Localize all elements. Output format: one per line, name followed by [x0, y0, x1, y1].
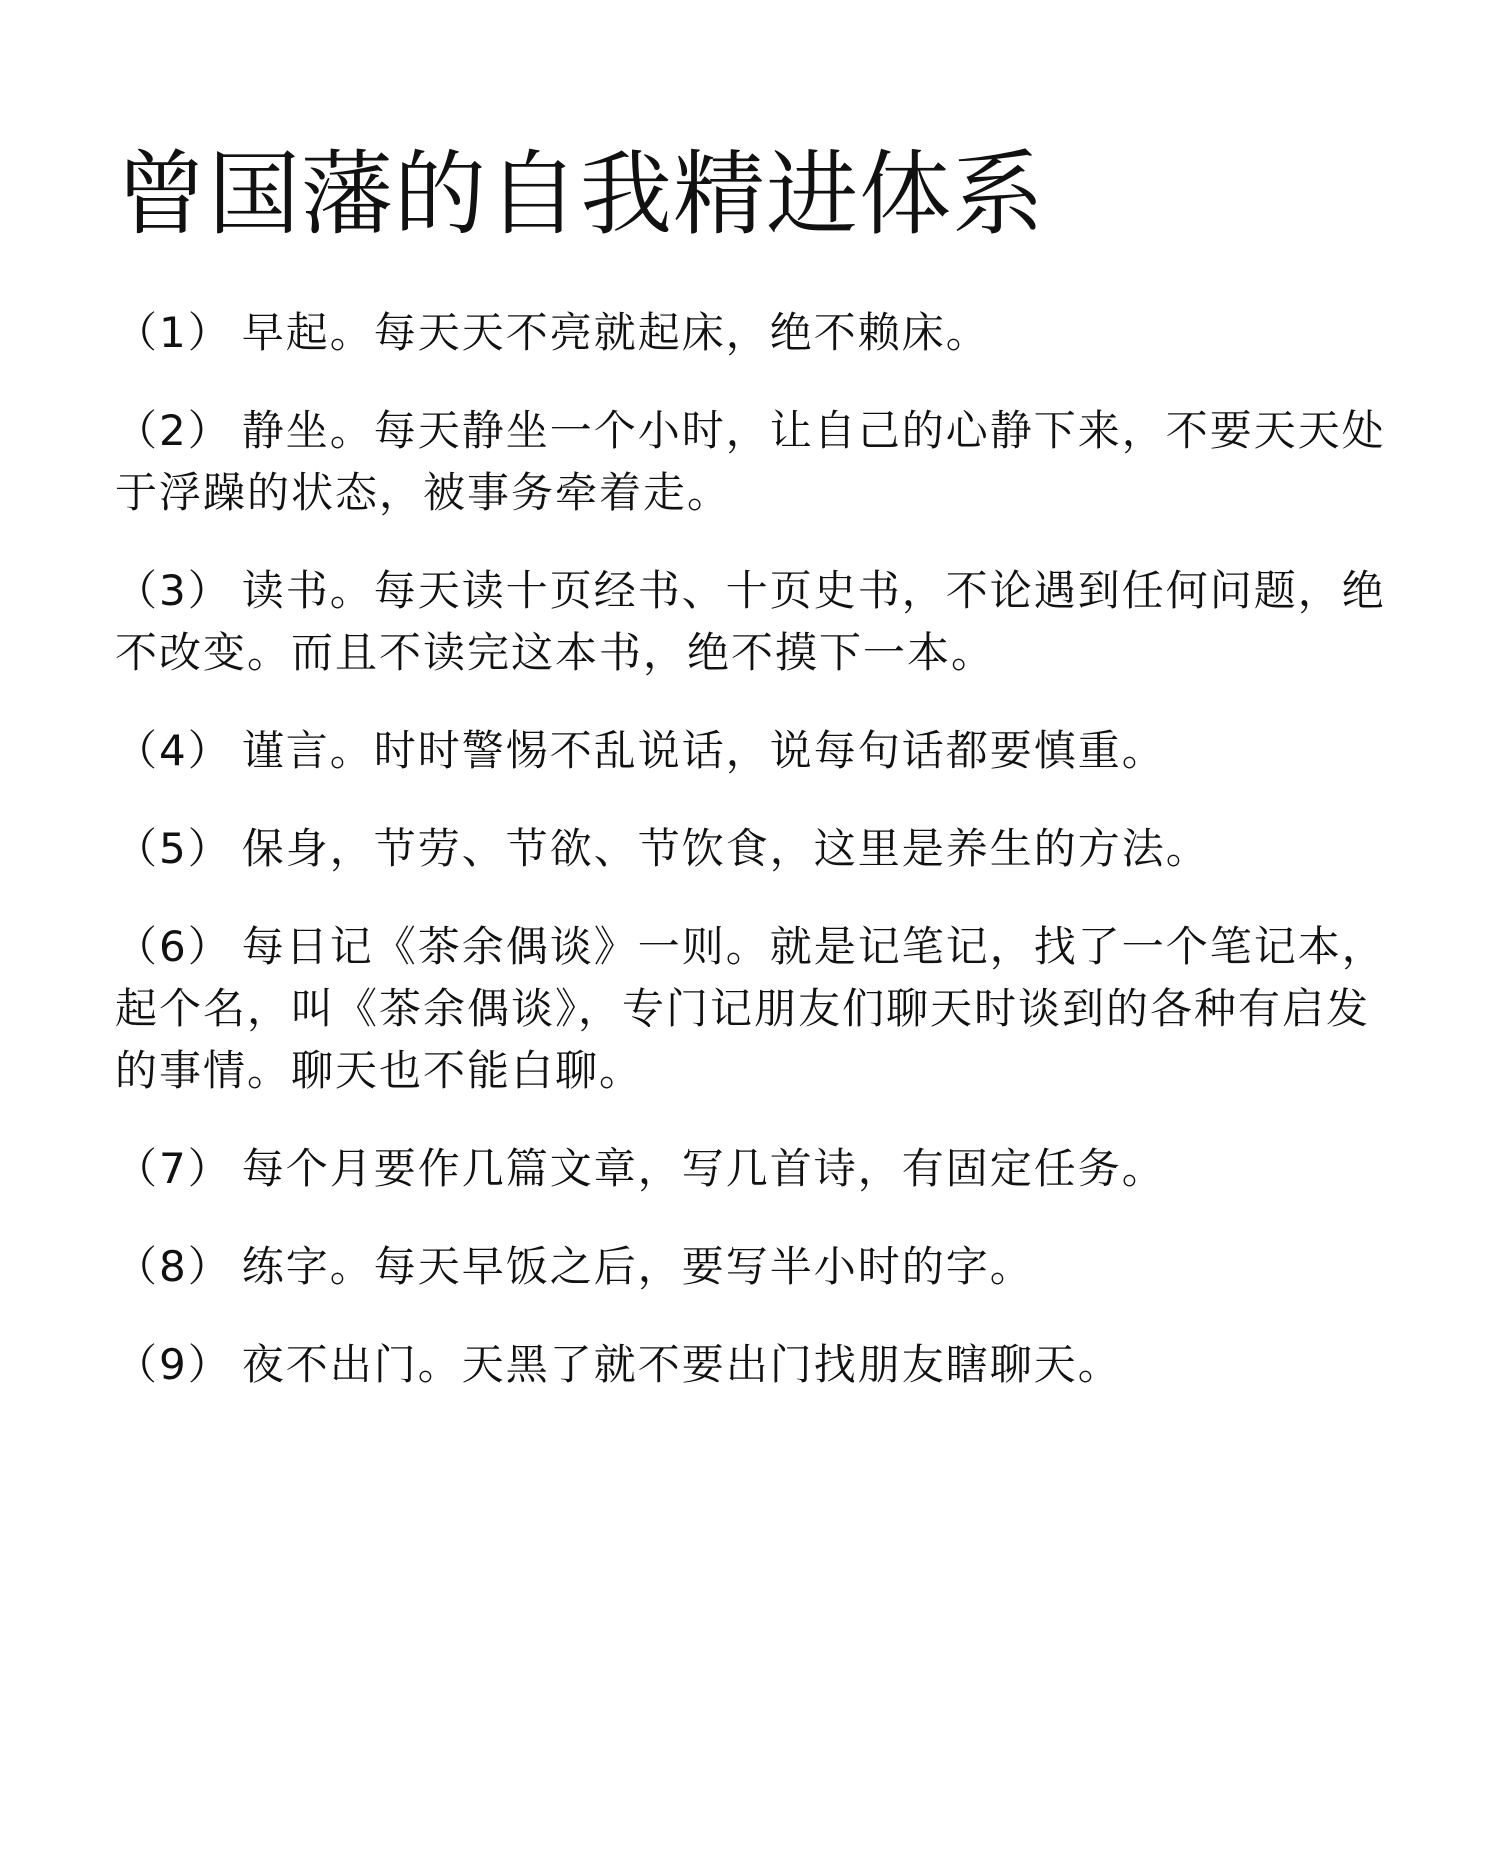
list-item-2 — [115, 400, 1395, 524]
list-item-1 — [115, 302, 1395, 364]
item-text: 读书。每天读十页经书、十页史书，不论遇到任何问题，绝不改变。而且不读完这本书，绝不摸下一本。 — [115, 566, 1386, 677]
list-item-8 — [115, 1236, 1395, 1298]
list-item-9 — [115, 1334, 1395, 1396]
item-number: （6） — [115, 922, 232, 971]
item-number: （2） — [115, 406, 232, 455]
item-text: 练字。每天早饭之后，要写半小时的字。 — [241, 1242, 1034, 1291]
rule-list — [115, 302, 1395, 1396]
item-text: 保身，节劳、节欲、节饮食，这里是养生的方法。 — [241, 824, 1210, 873]
item-text: 谨言。时时警惕不乱说话，说每句话都要慎重。 — [241, 726, 1166, 775]
list-item-3 — [115, 560, 1395, 684]
item-number: （5） — [115, 824, 232, 873]
item-number: （7） — [115, 1144, 232, 1193]
list-item-6 — [115, 916, 1395, 1102]
item-text: 静坐。每天静坐一个小时，让自己的心静下来，不要天天处于浮躁的状态，被事务牵着走。 — [115, 406, 1386, 517]
item-text: 早起。每天天不亮就起床，绝不赖床。 — [241, 308, 990, 357]
item-number: （3） — [115, 566, 232, 615]
item-text: 每日记《茶余偶谈》一则。就是记笔记，找了一个笔记本，起个名，叫《茶余偶谈》，专门记朋友们聊天时谈到的各种有启发的事情。聊天也不能白聊。 — [115, 922, 1386, 1095]
item-number: （1） — [115, 308, 232, 357]
list-item-4 — [115, 720, 1395, 782]
list-item-5 — [115, 818, 1395, 880]
item-number: （9） — [115, 1340, 232, 1389]
page-title: 曾国藩的自我精进体系 — [115, 141, 1046, 248]
item-text: 每个月要作几篇文章，写几首诗，有固定任务。 — [241, 1144, 1166, 1193]
item-number: （4） — [115, 726, 232, 775]
item-number: （8） — [115, 1242, 232, 1291]
item-text: 夜不出门。天黑了就不要出门找朋友瞎聊天。 — [241, 1340, 1122, 1389]
list-item-7 — [115, 1138, 1395, 1200]
